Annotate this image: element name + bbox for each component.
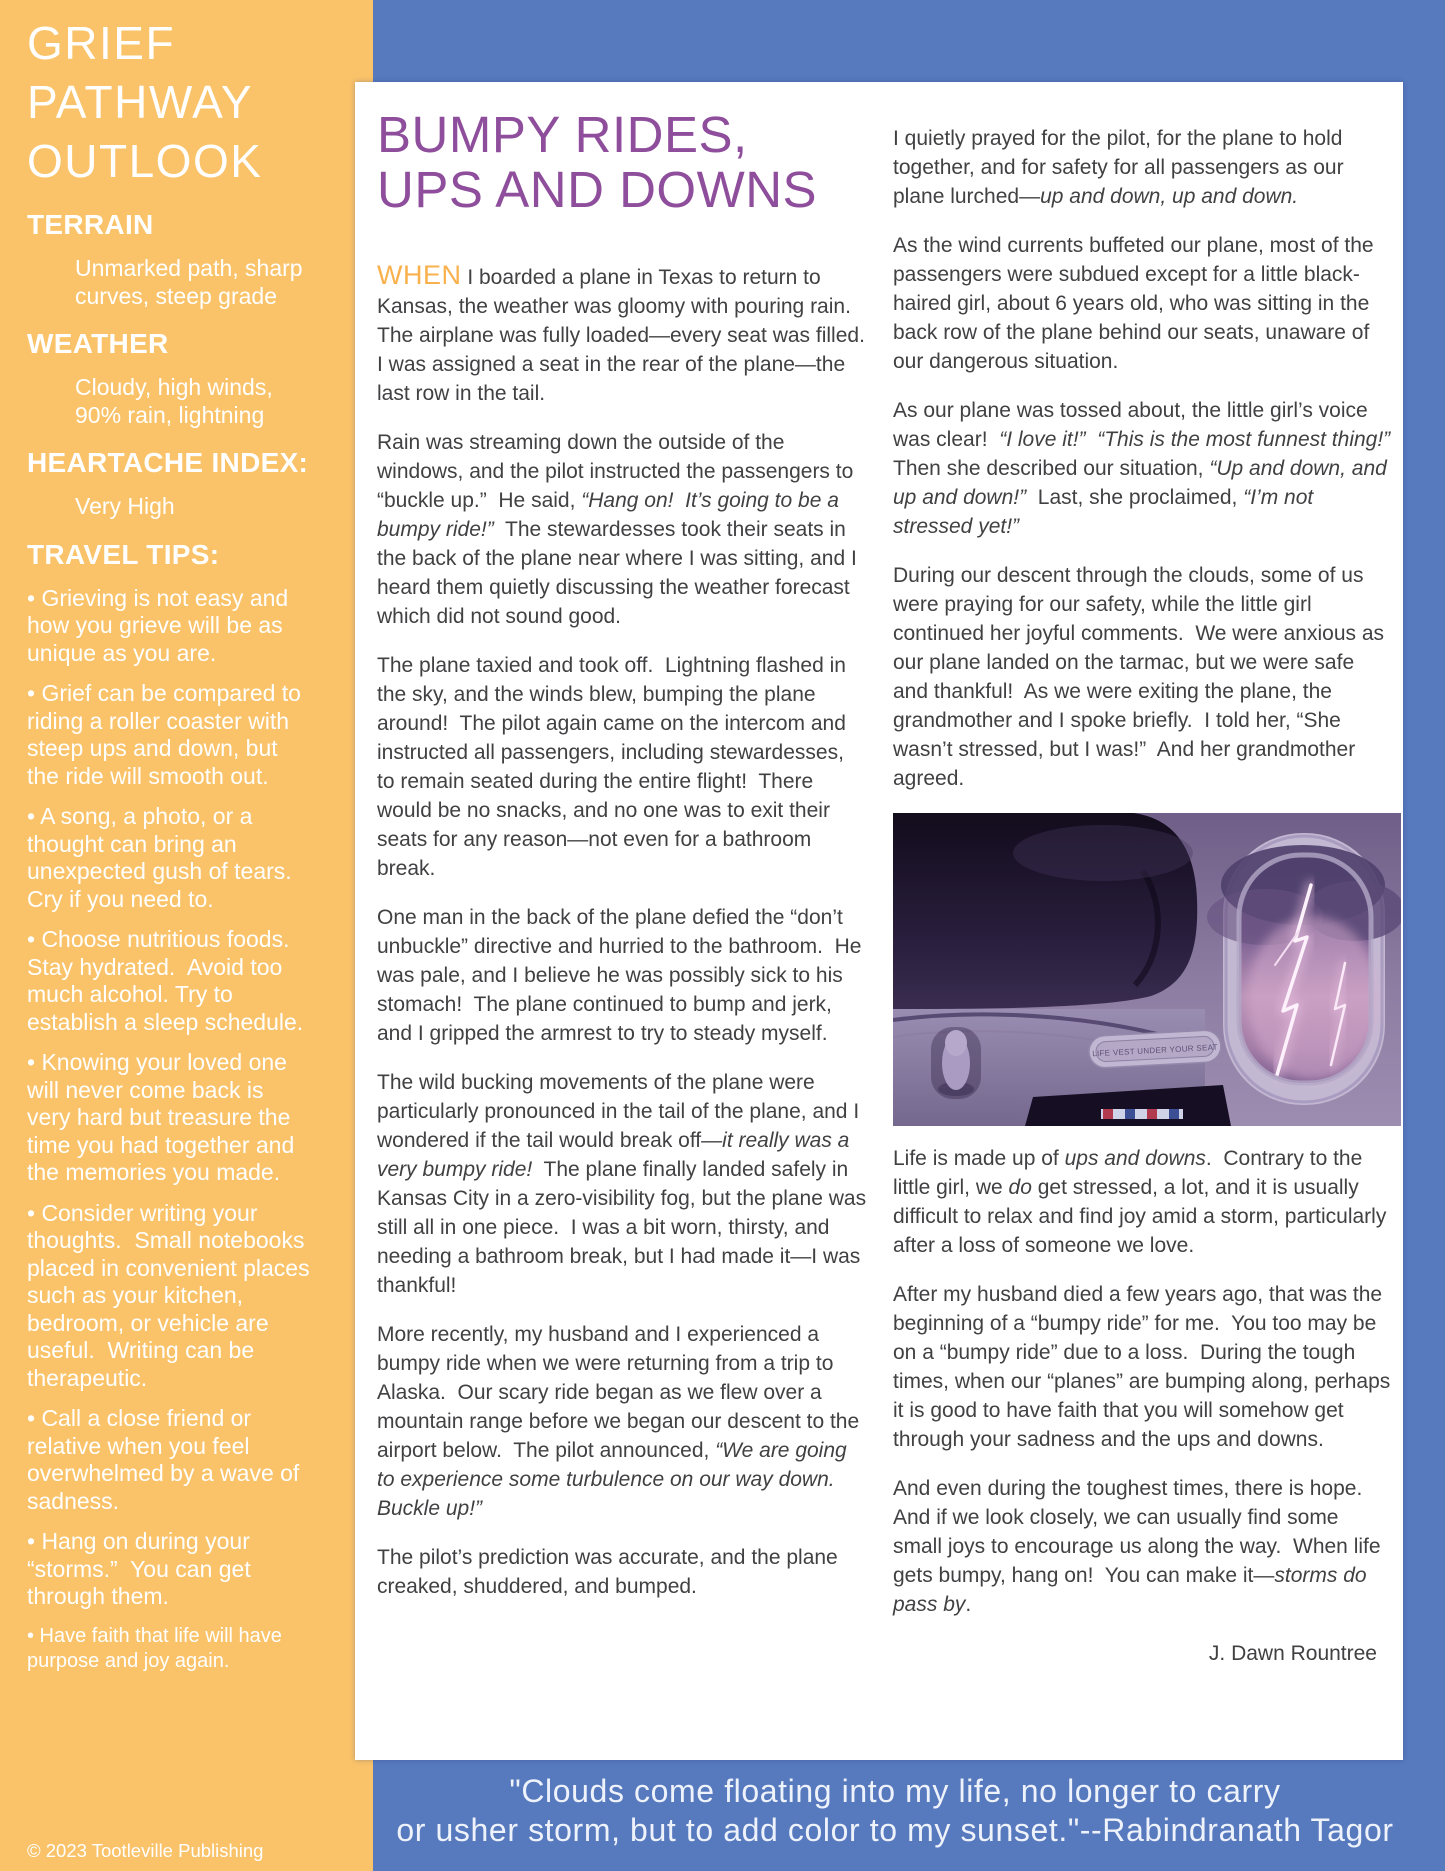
seat-back: [893, 813, 1197, 1009]
sidebar-title-line: GRIEF: [27, 17, 176, 69]
article-paragraph: One man in the back of the plane defied the “don’t unbuckle” directive and hurried to the bathroom. He was pale, and I believe he was possibly sick to his stomach! The plane continued to bump and jerk, and I gripped the armrest to try to steady myself.: [377, 906, 868, 1045]
airplane-window-photo: [893, 813, 1401, 1126]
article-paragraph: The pilot’s prediction was accurate, and the plane creaked, shuddered, and bumped.: [377, 1546, 844, 1598]
article-paragraph: During our descent through the clouds, some of us were praying for our safety, while the little girl continued her joyful comments. We were anxious as our plane landed on the tarmac, but we were safe and thankful! As we were exiting the plane, the grandmother and I spoke briefly. I told her, “She wasn’t stressed, but I was!” And her grandmother agreed.: [893, 564, 1390, 790]
footer-quote-line: or usher storm, but to add color to my sunset."--Rabindranath Tagor: [396, 1812, 1394, 1848]
sidebar-value-terrain: Unmarked path, sharp curves, steep grade: [75, 255, 303, 309]
article-paragraph: After my husband died a few years ago, that was the beginning of a “bumpy ride” for me. You too may be on a “bumpy ride” due to a loss. During the tough times, when our “planes” are bumping along, perhaps it is good to have faith that you will somehow get through your sadness and the ups and downs.: [893, 1283, 1397, 1451]
article-paragraph: The wild bucking movements of the plane were particularly pronounced in the tail of the plane, and I wondered if the tail would break off—it really was a very bumpy ride! The plane finally landed safely in Kansas City in a zero-visibility fog, but the plane was still all in one piece. I was a bit worn, thirsty, and needing a bathroom break, but I had made it—I was thankful!: [377, 1071, 872, 1297]
sidebar-content: [0, 0, 373, 1674]
travel-tip: • Choose nutritious foods. Stay hydrated. Avoid too much alcohol. Try to establish a sleep schedule.: [27, 926, 304, 1035]
travel-tip: • Grief can be compared to riding a roller coaster with steep ups and down, but the ride will smooth out.: [27, 680, 308, 789]
article-paragraph: The plane taxied and took off. Lightning flashed in the sky, and the winds blew, bumping the plane around! The pilot again came on the intercom and instructed all passengers, including stewardesses, to remain seated during the entire flight! There would be no snacks, and no one was to exit their seats for any reason—not even for a bathroom break.: [377, 654, 852, 880]
article-paragraph: Life is made up of ups and downs. Contrary to the little girl, we do get stressed, a lot, and it is usually difficult to relax and find joy amid a storm, particularly after a loss of someone we love.: [893, 1147, 1393, 1257]
sidebar-title-line: PATHWAY: [27, 76, 254, 128]
travel-tips-list: [27, 584, 316, 1674]
travel-tip: • Grieving is not easy and how you grieve will be as unique as you are.: [27, 584, 295, 666]
footer-quote-line: "Clouds come floating into my life, no longer to carry: [509, 1773, 1281, 1809]
article-paragraph: As our plane was tossed about, the little girl’s voice was clear! “I love it!” “This is the most funnest thing!” Then she described our situation, “Up and down, and up and down!” Last, she proclaimed, “I’m not stressed yet!”: [893, 399, 1402, 538]
article-column-1: [377, 106, 877, 1621]
article-panel: [355, 82, 1403, 1760]
footer-quote: [366, 1772, 1424, 1850]
article-title-line: BUMPY RIDES,: [377, 106, 748, 163]
article-paragraph: WHEN I boarded a plane in Texas to return to Kansas, the weather was gloomy with pouring rain. The airplane was fully loaded—every seat was filled. I was assigned a seat in the rear of the plane—the last row in the tail.: [377, 260, 877, 405]
travel-tip: • Consider writing your thoughts. Small notebooks placed in convenient places such as your kitchen, bedroom, or vehicle are useful. Writing can be therapeutic.: [27, 1199, 316, 1391]
article-paragraph: Rain was streaming down the outside of the windows, and the pilot instructed the passengers to “buckle up.” He said, “Hang on! It’s going to be a bumpy ride!” The stewardesses took their seats in the back of the plane near where I was sitting, and I heard them quietly discussing the weather forecast which did not sound good.: [377, 431, 863, 628]
article-title-line: UPS AND DOWNS: [377, 161, 818, 218]
travel-tip: • Hang on during your “storms.” You can get through them.: [27, 1528, 258, 1609]
sidebar-heading-weather: WEATHER: [27, 328, 169, 359]
life-vest-label: [1088, 1030, 1221, 1069]
sidebar-title: [27, 14, 313, 191]
airplane-window-illustration: [893, 813, 1401, 1126]
cabin-window: [1207, 833, 1401, 1105]
sidebar-value-weather: Cloudy, high winds, 90% rain, lightning: [75, 374, 273, 428]
author-signature: J. Dawn Rountree: [1208, 1642, 1377, 1665]
travel-tip: • Call a close friend or relative when you feel overwhelmed by a wave of sadness.: [27, 1405, 306, 1514]
article-title: [377, 107, 867, 217]
travel-tip: • A song, a photo, or a thought can bring an unexpected gush of tears. Cry if you need to.: [27, 803, 305, 912]
tray-latch-knob: [931, 1027, 981, 1099]
sidebar-heading-terrain: TERRAIN: [27, 209, 154, 240]
svg-text:LIFE VEST UNDER YOUR SEAT: LIFE VEST UNDER YOUR SEAT: [1092, 1042, 1219, 1059]
sidebar-value-heartache-index: Very High: [75, 493, 175, 519]
travel-tip: • Knowing your loved one will never come back is very hard but treasure the time you had together and the memories you made.: [27, 1049, 301, 1185]
copyright-notice: © 2023 Tootleville Publishing: [27, 1840, 264, 1861]
sidebar: [0, 0, 373, 1871]
sidebar-heading-travel-tips: TRAVEL TIPS:: [27, 538, 220, 570]
seat-tray-panel: [893, 1009, 1231, 1126]
article-column-2: [893, 124, 1402, 1668]
article-paragraph: More recently, my husband and I experienced a bumpy ride when we were returning from a trip to Alaska. Our scary ride began as we flew over a mountain range before we began our descent to the airport below. The pilot announced, “We are going to experience some turbulence on our way down. Buckle up!”: [377, 1323, 866, 1520]
article-paragraph: And even during the toughest times, there is hope. And if we look closely, we can usually find some small joys to encourage us along the way. When life gets bumpy, hang on! You can make it—storms do pass by.: [893, 1477, 1387, 1616]
article-paragraph: I quietly prayed for the pilot, for the plane to hold together, and for safety for all passengers as our plane lurched—up and down, up and down.: [893, 127, 1350, 208]
travel-tip-small: • Have faith that life will have purpose and joy again.: [27, 1624, 288, 1672]
article-paragraph: As the wind currents buffeted our plane, most of the passengers were subdued except for a little black-haired girl, about 6 years old, who was sitting in the back row of the plane behind our seats, unaware of our dangerous situation.: [893, 234, 1380, 373]
sidebar-title-line: OUTLOOK: [27, 135, 263, 187]
sidebar-heading-heartache-index: HEARTACHE INDEX:: [27, 447, 309, 478]
